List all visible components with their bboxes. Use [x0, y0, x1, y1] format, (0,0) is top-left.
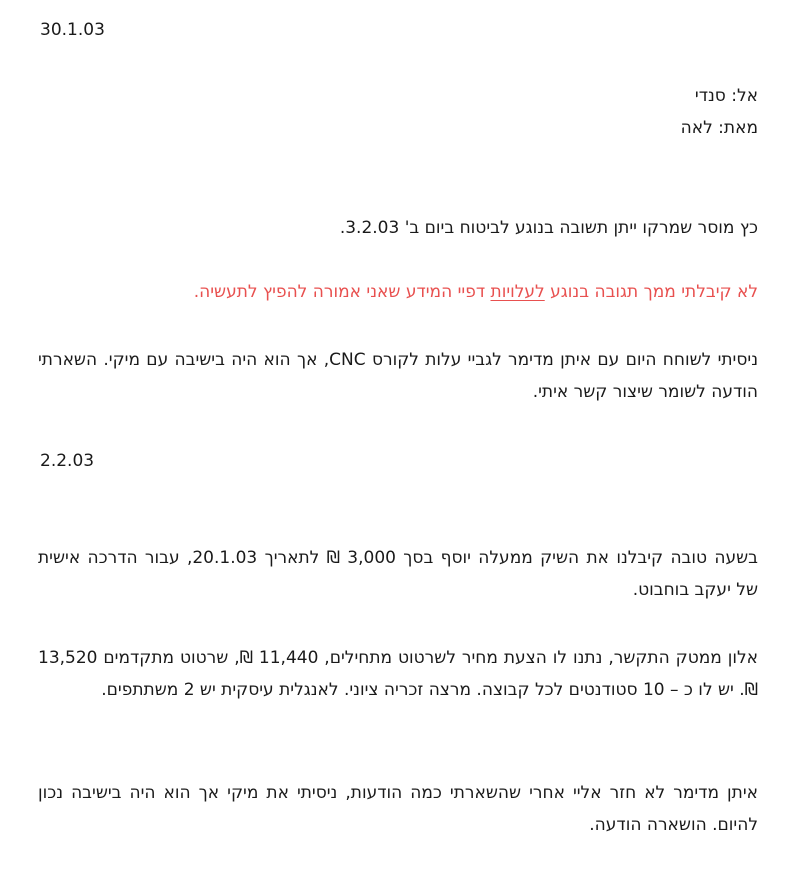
followup-note: איתן מדימר לא חזר אליי אחרי שהשארתי כמה הודעות, ניסיתי את מיקי אך הוא היה בישיבה נכון להיום. הושארה הודעה. [38, 783, 758, 835]
recipient-line: אל: סנדי [694, 86, 758, 106]
insurance-note: כץ מוסר שמרקו ייתן תשובה בנוגע לביטוח ביום ב' 3.2.03. [339, 218, 758, 238]
pending-response-text-start: לא קיבלתי ממך תגובה בנוגע [544, 282, 758, 302]
costs-underlined-word: לעלויות [490, 282, 545, 302]
entry-date: 2.2.03 [40, 451, 95, 471]
sender-line: מאת: לאה [680, 118, 758, 138]
pending-response-note [194, 276, 758, 308]
entry-date: 30.1.03 [40, 20, 105, 40]
check-received-note: בשעה טובה קיבלנו את השיק ממעלה יוסף בסך 3,000 ₪ לתאריך 20.1.03, עבור הדרכה אישית של יעקב בוחבוט. [38, 548, 758, 600]
price-quote-note: אלון ממטק התקשר, נתנו לו הצעת מחיר לשרטוט מתחילים, 11,440 ₪, שרטוט מתקדמים 13,520 ₪. יש לו כ – 10 סטודנטים לכל קבוצה. מרצה זכריה ציוני. לאנגלית עיסקית יש 2 משתתפים. [38, 648, 759, 700]
cnc-course-note: ניסיתי לשוחח היום עם איתן מדימר לגביי עלות לקורס CNC, אך הוא היה בישיבה עם מיקי. השארתי הודעה לשומר שיצור קשר איתי. [38, 350, 759, 402]
pending-response-text-end: דפיי המידע שאני אמורה להפיץ לתעשיה. [193, 282, 491, 302]
